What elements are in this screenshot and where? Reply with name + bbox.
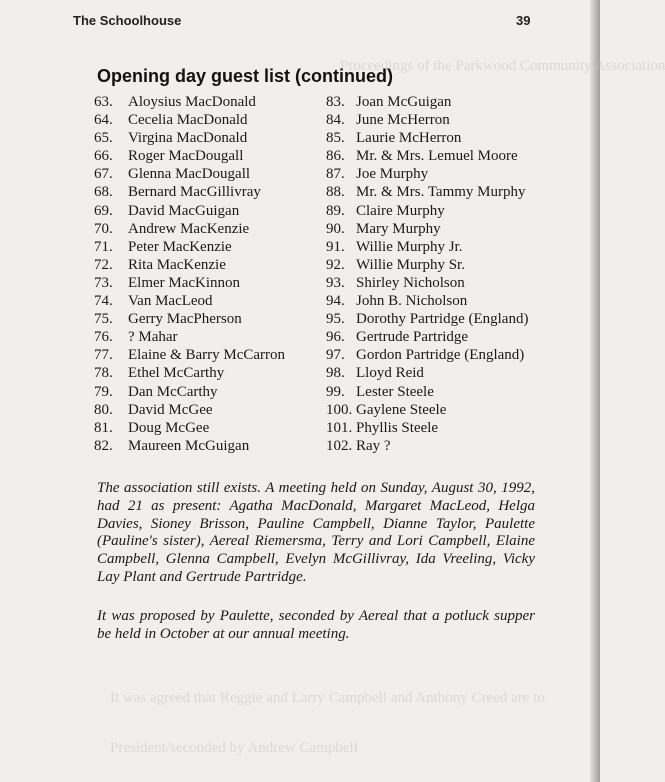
guest-name: Cecelia MacDonald — [128, 112, 248, 129]
guest-name: Virgina MacDonald — [128, 130, 248, 147]
bleed-through-text: It was agreed that Reggie and Larry Campbell and Anthony Creed are to — [110, 690, 545, 706]
guest-list-right-column — [326, 93, 528, 455]
guest-number: 90. — [326, 220, 345, 237]
guest-number: 85. — [326, 130, 345, 147]
guest-list-item — [94, 147, 285, 165]
guest-number: 76. — [94, 329, 113, 346]
guest-name: Peter MacKenzie — [128, 238, 232, 255]
guest-list-item — [326, 364, 528, 382]
bleed-through-text: Proceedings of the Parkwood Community Association — [340, 58, 665, 74]
guest-list-item — [326, 328, 528, 346]
guest-list-item — [94, 292, 285, 310]
guest-number: 79. — [94, 383, 113, 400]
guest-number: 88. — [326, 184, 345, 201]
guest-list-item — [94, 310, 285, 328]
guest-name: Elmer MacKinnon — [128, 274, 241, 291]
guest-name: ? Mahar — [128, 329, 178, 346]
guest-number: 74. — [94, 293, 113, 310]
guest-number: 70. — [94, 220, 113, 237]
guest-name: Andrew MacKenzie — [128, 220, 250, 237]
guest-list-item — [326, 292, 528, 310]
guest-list-item — [326, 419, 528, 437]
guest-number: 69. — [94, 202, 113, 219]
guest-name: David McGee — [128, 401, 213, 418]
guest-name: Dorothy Partridge (England) — [356, 311, 529, 328]
guest-name: John B. Nicholson — [356, 293, 468, 310]
guest-number: 81. — [94, 419, 113, 436]
guest-list-item — [94, 274, 285, 292]
guest-number: 87. — [326, 166, 345, 183]
guest-number: 75. — [94, 311, 113, 328]
guest-number: 77. — [94, 347, 113, 364]
guest-number: 71. — [94, 238, 113, 255]
guest-number: 92. — [326, 256, 345, 273]
guest-list-item — [94, 220, 285, 238]
guest-number: 98. — [326, 365, 345, 382]
guest-number: 68. — [94, 184, 113, 201]
guest-number: 67. — [94, 166, 113, 183]
guest-list-item — [94, 238, 285, 256]
guest-list-item — [326, 129, 528, 147]
guest-number: 96. — [326, 329, 345, 346]
guest-name: Shirley Nicholson — [356, 274, 465, 291]
guest-name: Elaine & Barry McCarron — [128, 347, 286, 364]
guest-list-item — [94, 346, 285, 364]
guest-name: Laurie McHerron — [356, 130, 462, 147]
guest-list-item — [326, 238, 528, 256]
guest-number: 66. — [94, 148, 113, 165]
guest-name: Gerry MacPherson — [128, 311, 242, 328]
guest-number: 64. — [94, 112, 113, 129]
guest-list-item — [94, 129, 285, 147]
guest-number: 83. — [326, 94, 345, 110]
guest-list-item — [94, 401, 285, 419]
guest-list-item — [326, 401, 528, 419]
guest-name: Bernard MacGillivray — [128, 184, 261, 201]
guest-list-item — [326, 274, 528, 292]
guest-list-item — [326, 383, 528, 401]
potluck-paragraph: It was proposed by Paulette, seconded by Aereal that a potluck supper be held in October at our annual meeting. — [97, 608, 535, 642]
guest-number: 84. — [326, 112, 345, 129]
guest-name: Roger MacDougall — [128, 148, 244, 165]
guest-name: Joe Murphy — [356, 166, 429, 183]
guest-name: Gaylene Steele — [356, 401, 447, 418]
guest-number: 93. — [326, 274, 345, 291]
guest-list-item — [94, 183, 285, 201]
guest-name: Lloyd Reid — [356, 365, 424, 382]
guest-list-item — [326, 256, 528, 274]
guest-number: 91. — [326, 238, 345, 255]
guest-name: June McHerron — [356, 112, 450, 129]
guest-number: 82. — [94, 437, 113, 454]
guest-name: Gordon Partridge (England) — [356, 347, 525, 364]
guest-number: 94. — [326, 293, 345, 310]
guest-number: 100. — [326, 401, 353, 418]
guest-list-item — [94, 165, 285, 183]
guest-name: Aloysius MacDonald — [128, 94, 256, 110]
page-number: 39 — [516, 13, 531, 28]
guest-name: Gertrude Partridge — [356, 329, 469, 346]
guest-name: Rita MacKenzie — [128, 256, 226, 273]
guest-name: Willie Murphy Sr. — [356, 256, 465, 273]
guest-list-item — [326, 147, 528, 165]
guest-name: Lester Steele — [356, 383, 434, 400]
guest-name: Claire Murphy — [356, 202, 445, 219]
guest-number: 86. — [326, 148, 345, 165]
guest-list-item — [94, 256, 285, 274]
guest-name: Doug McGee — [128, 419, 210, 436]
guest-number: 78. — [94, 365, 113, 382]
guest-name: Dan McCarthy — [128, 383, 218, 400]
guest-number: 102. — [326, 437, 353, 454]
guest-number: 97. — [326, 347, 345, 364]
guest-number: 101. — [326, 419, 353, 436]
guest-list-item — [326, 183, 528, 201]
guest-list-item — [326, 346, 528, 364]
guest-name: Mr. & Mrs. Lemuel Moore — [356, 148, 518, 165]
running-title: The Schoolhouse — [73, 13, 182, 28]
guest-name: Mr. & Mrs. Tammy Murphy — [356, 184, 526, 201]
association-paragraph: The association still exists. A meeting held on Sunday, August 30, 1992, had 21 as present: Agatha MacDonald, Margaret MacLeod, Helga Davies, Sioney Brisson, Pauline Campbell, Dianne Taylor, Paulette (Pauline's sister), Aereal Riemersma, Terry and Lori Campbell, Elaine Campbell, Glenna Campbell, Evelyn McGillivray, Ida Vreeling, Vicky Lay Plant and Gertrude Partridge. — [97, 480, 535, 585]
guest-list-item — [94, 328, 285, 346]
guest-name: Maureen McGuigan — [128, 437, 250, 454]
guest-name: Ray ? — [356, 437, 391, 454]
guest-number: 65. — [94, 130, 113, 147]
guest-list-item — [94, 383, 285, 401]
guest-list-item — [326, 202, 528, 220]
guest-list-left-column — [94, 93, 285, 455]
guest-list-item — [94, 111, 285, 129]
guest-list-item — [94, 93, 285, 111]
section-title: Opening day guest list (continued) — [97, 66, 394, 86]
guest-list-item — [94, 419, 285, 437]
guest-name: Ethel McCarthy — [128, 365, 225, 382]
guest-number: 72. — [94, 256, 113, 273]
guest-name: Joan McGuigan — [356, 94, 452, 110]
guest-name: Willie Murphy Jr. — [356, 238, 463, 255]
guest-number: 95. — [326, 311, 345, 328]
guest-number: 80. — [94, 401, 113, 418]
guest-list-item — [326, 310, 528, 328]
guest-name: Glenna MacDougall — [128, 166, 251, 183]
guest-list-item — [94, 437, 285, 455]
page-edge-shadow — [590, 0, 600, 782]
guest-name: David MacGuigan — [128, 202, 240, 219]
guest-list-item — [94, 364, 285, 382]
guest-list-item — [326, 93, 528, 111]
guest-list-item — [326, 165, 528, 183]
guest-list-item — [326, 437, 528, 455]
bleed-through-text: President/seconded by Andrew Campbell — [110, 740, 358, 756]
guest-number: 73. — [94, 274, 113, 291]
guest-name: Mary Murphy — [356, 220, 441, 237]
guest-name: Van MacLeod — [128, 293, 213, 310]
guest-list-item — [326, 220, 528, 238]
guest-number: 89. — [326, 202, 345, 219]
guest-list-item — [326, 111, 528, 129]
guest-list-item — [94, 202, 285, 220]
guest-number: 63. — [94, 94, 113, 110]
guest-name: Phyllis Steele — [356, 419, 439, 436]
guest-number: 99. — [326, 383, 345, 400]
